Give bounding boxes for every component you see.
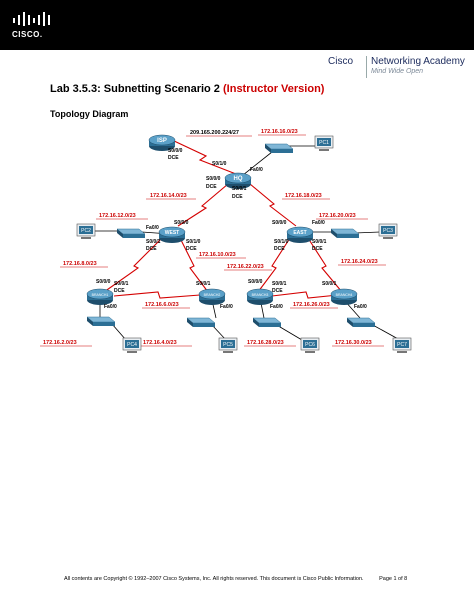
pc1-icon [315,136,333,151]
east-s001-label: S0/0/1 [312,239,327,245]
branch3-router-label: BRANCH3 [251,293,269,297]
branch1-router-icon [87,289,113,305]
b4-s001-label: S0/0/1 [322,281,337,287]
east-fa00-label: Fa0/0 [312,220,325,226]
network-label-east-b3: 172.16.22.0/23 [227,264,264,270]
topology-heading: Topology Diagram [50,109,129,119]
network-label-hq-east: 172.16.18.0/23 [285,193,322,199]
east-s000-label: S0/0/0 [272,220,287,226]
east-switch-icon [331,229,359,238]
west-switch-icon [117,229,145,238]
east-router-icon [287,227,313,243]
lab-title-text: Lab 3.5.3: Subnetting Scenario 2 [50,83,220,95]
footer-page-number: Page 1 of 8 [379,576,408,582]
network-label-b4-lan: 172.16.30.0/23 [335,340,372,346]
isp-router-label: ISP [157,138,167,144]
pc5-icon [219,338,237,353]
academy-tagline: Mind Wide Open [371,68,424,75]
hq-switch-icon [265,144,293,153]
hq-router-label: HQ [233,176,243,182]
cisco-logo [12,12,54,42]
b3-fa00-label: Fa0/0 [270,304,283,310]
b1-s000-label: S0/0/0 [96,279,111,285]
branch3-router-icon [247,289,273,305]
west-dce2-label: DCE [186,246,197,252]
network-label-west-b1: 172.16.8.0/23 [63,261,97,267]
east-router-label: EAST [293,230,307,236]
network-label-east-b4: 172.16.24.0/23 [341,259,378,265]
pc3-label: PC3 [383,228,393,234]
network-label-b3-b4: 172.16.26.0/23 [293,302,330,308]
pc7-icon [393,338,411,353]
cisco-wordmark: CISCO. [12,30,43,39]
branch4-switch-icon [347,318,375,327]
network-label-hq-lan: 172.16.16.0/23 [261,129,298,135]
pc6-icon [301,338,319,353]
hq-dce2-label: DCE [232,194,243,200]
west-router-icon [159,227,185,243]
branch4-router-label: BRANCH4 [335,293,353,297]
isp-s000-label: S0/0/0 [168,148,183,154]
b1-fa00-label: Fa0/0 [104,304,117,310]
network-label-east-lan: 172.16.20.0/23 [319,213,356,219]
b3-dce-label: DCE [272,288,283,294]
west-s010-label: S0/1/0 [186,239,201,245]
academy-divider [366,56,367,78]
topology-diagram [0,120,474,380]
pc3-icon [379,224,397,239]
academy-name: Networking Academy [371,56,465,67]
pc5-label: PC5 [223,342,233,348]
west-fa00-label: Fa0/0 [146,225,159,231]
network-label-isp-link: 209.165.200.224/27 [190,130,239,136]
network-label-b1-lan: 172.16.2.0/23 [43,340,77,346]
hq-s001-label: S0/0/1 [232,186,247,192]
branch2-switch-icon [187,318,215,327]
pc2-label: PC2 [81,228,91,234]
network-label-b2-lan: 172.16.4.0/23 [143,340,177,346]
pc7-label: PC7 [397,342,407,348]
hq-s000-label: S0/0/0 [206,176,221,182]
branch2-router-icon [199,289,225,305]
lab-title [50,83,324,95]
b3-s001-label: S0/0/1 [272,281,287,287]
west-s000-label: S0/0/0 [174,220,189,226]
networking-academy-logo [324,56,464,80]
network-label-b3-lan: 172.16.28.0/23 [247,340,284,346]
page-footer [64,576,407,582]
footer-copyright: All contents are Copyright © 1992–2007 Cisco Systems, Inc. All rights reserved. This document is Cisco Public Information. [64,576,364,582]
network-labels [43,129,378,346]
branch4-router-icon [331,289,357,305]
instructor-version-label: (Instructor Version) [223,83,325,95]
b1-s001-label: S0/0/1 [114,281,129,287]
network-label-hq-west: 172.16.14.0/23 [150,193,187,199]
branch3-switch-icon [253,318,281,327]
pc4-label: PC4 [127,342,137,348]
network-label-b1-b2: 172.16.6.0/23 [145,302,179,308]
hq-s010-label: S0/1/0 [212,161,227,167]
network-label-west-lan: 172.16.12.0/23 [99,213,136,219]
branch1-switch-icon [87,317,115,326]
pc4-icon [123,338,141,353]
academy-brand: Cisco [328,56,354,67]
isp-dce-label: DCE [168,155,179,161]
header-bar [0,0,474,50]
east-dce1-label: DCE [312,246,323,252]
branch1-router-label: BRANCH1 [91,293,109,297]
hq-fa00-label: Fa0/0 [250,167,263,173]
b3-s000-label: S0/0/0 [248,279,263,285]
pc6-label: PC6 [305,342,315,348]
b2-s001-label: S0/0/1 [196,281,211,287]
hq-dce1-label: DCE [206,184,217,190]
west-router-label: WEST [164,230,180,236]
east-s010-label: S0/1/0 [274,239,289,245]
b1-dce-label: DCE [114,288,125,294]
b2-fa00-label: Fa0/0 [220,304,233,310]
b4-fa00-label: Fa0/0 [354,304,367,310]
west-s001-label: S0/0/1 [146,239,161,245]
west-dce1-label: DCE [146,246,157,252]
pc2-icon [77,224,95,239]
pc1-label: PC1 [319,140,329,146]
cisco-bars-icon [12,12,54,26]
branch2-router-label: BRANCH2 [203,293,221,297]
east-dce2-label: DCE [274,246,285,252]
network-label-west-b2: 172.16.10.0/23 [199,252,236,258]
